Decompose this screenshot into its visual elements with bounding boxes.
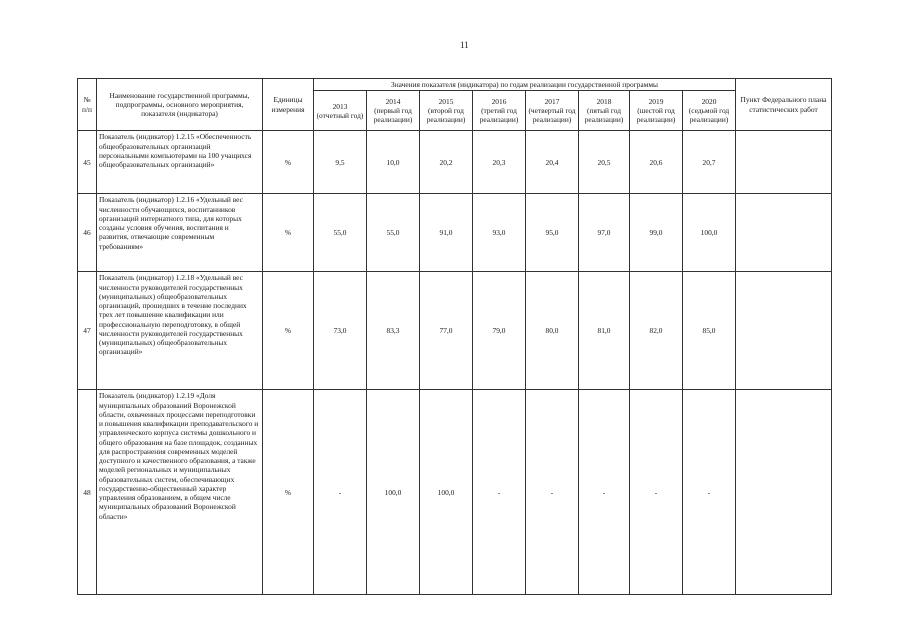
value-cell-2013: 9,5 [314,131,367,194]
value-cell-2015: 91,0 [420,194,473,272]
indicator-name: Показатель (индикатор) 1.2.16 «Удельный вес численности обучающихся, воспитанников организаций интернатного типа, для которых созданы условия обучения, воспитания и развития, отвечающие современным требованиям» [97,194,263,272]
header-name: Наименование государственной программы, подпрограммы, основного мероприятия, показателя (индикатора) [97,79,263,131]
value-cell-2014: 100,0 [367,390,420,595]
value-cell-2016: 20,3 [473,131,526,194]
value-cell-2013: 55,0 [314,194,367,272]
table-row [78,194,832,272]
value-cell-2014: 55,0 [367,194,420,272]
header-year-2015 [420,91,473,131]
header-year-number: 2020 [701,96,717,106]
value-cell-2014: 10,0 [367,131,420,194]
unit-cell: % [263,131,314,194]
indicators-table [77,78,832,595]
value-cell-2014: 83,3 [367,272,420,390]
value-cell-2018: 20,5 [579,131,630,194]
value-cell-2013: - [314,390,367,595]
value-cell-2017: 95,0 [526,194,579,272]
header-year-label: (шестой год реализации) [636,106,676,125]
header-year-label: (четвертый год реализации) [528,106,576,125]
value-cell-2015: 77,0 [420,272,473,390]
header-year-number: 2017 [544,96,560,106]
header-year-number: 2015 [438,96,454,106]
value-cell-2017: 20,4 [526,131,579,194]
indicator-name: Показатель (индикатор) 1.2.19 «Доля муниципальных образований Воронежской области, охваченных процессами переподготовки и повышения квалификации преподавательского и управленческого корпуса системы дошкольного и общего образования на базе площадок, созданных для распространения современных моделей доступного и качественного образования, а также моделей региональных и муниципальных образовательных систем, обеспечивающих государственно-общественный характер управления образованием, в общем числе муниципальных образований Воронежской области» [97,390,263,595]
value-cell-2016: 79,0 [473,272,526,390]
header-year-number: 2013 [332,101,348,111]
value-cell-2020: - [683,390,736,595]
header-year-label: (первый год реализации) [373,106,413,125]
value-cell-2016: - [473,390,526,595]
value-cell-2019: 82,0 [630,272,683,390]
header-year-2017 [526,91,579,131]
row-number: 45 [78,131,97,194]
value-cell-2016: 93,0 [473,194,526,272]
indicator-name: Показатель (индикатор) 1.2.18 «Удельный вес численности руководителей государственных (муниципальных) общеобразовательных организаций, прошедших в течение последних трех лет повышение квалификации или профессиональную переподготовку, в общей численности руководителей государственных (муниципальных) общеобразовательных организаций» [97,272,263,390]
plan-cell [736,390,832,595]
value-cell-2020: 85,0 [683,272,736,390]
value-cell-2018: - [579,390,630,595]
header-year-label: (второй год реализации) [426,106,466,125]
header-year-2013 [314,91,367,131]
row-number: 47 [78,272,97,390]
value-cell-2017: - [526,390,579,595]
header-year-2020 [683,91,736,131]
plan-cell [736,272,832,390]
value-cell-2020: 100,0 [683,194,736,272]
unit-cell: % [263,272,314,390]
value-cell-2018: 81,0 [579,272,630,390]
table-row [78,272,832,390]
value-cell-2019: 99,0 [630,194,683,272]
header-plan: Пункт Федерального плана статистических работ [736,79,832,131]
header-year-label: (третий год реализации) [479,106,519,125]
header-num: № п/п [78,79,97,131]
value-cell-2019: - [630,390,683,595]
header-year-number: 2019 [648,96,664,106]
value-cell-2018: 97,0 [579,194,630,272]
header-year-number: 2014 [385,96,401,106]
header-year-2019 [630,91,683,131]
unit-cell: % [263,194,314,272]
row-number: 48 [78,390,97,595]
row-number: 46 [78,194,97,272]
header-year-number: 2018 [596,96,612,106]
value-cell-2017: 80,0 [526,272,579,390]
unit-cell: % [263,390,314,595]
header-year-2014 [367,91,420,131]
plan-cell [736,194,832,272]
plan-cell [736,131,832,194]
table-row [78,390,832,595]
value-cell-2019: 20,6 [630,131,683,194]
header-year-label: (пятый год реализации) [584,106,624,125]
header-year-label: (седьмой год реализации) [688,106,730,125]
header-year-number: 2016 [491,96,507,106]
header-year-label: (отчетный год) [316,110,364,120]
header-unit: Единицы измерения [263,79,314,131]
page-number: 11 [460,40,469,50]
header-year-2016 [473,91,526,131]
value-cell-2013: 73,0 [314,272,367,390]
indicator-name: Показатель (индикатор) 1.2.15 «Обеспеченность общеобразовательных организаций персональными компьютерами на 100 учащихся общеобразовательных организаций» [97,131,263,194]
value-cell-2015: 100,0 [420,390,473,595]
table-row [78,131,832,194]
value-cell-2015: 20,2 [420,131,473,194]
header-values-group: Значения показателя (индикатора) по годам реализации государственной программы [314,79,736,91]
value-cell-2020: 20,7 [683,131,736,194]
header-year-2018 [579,91,630,131]
